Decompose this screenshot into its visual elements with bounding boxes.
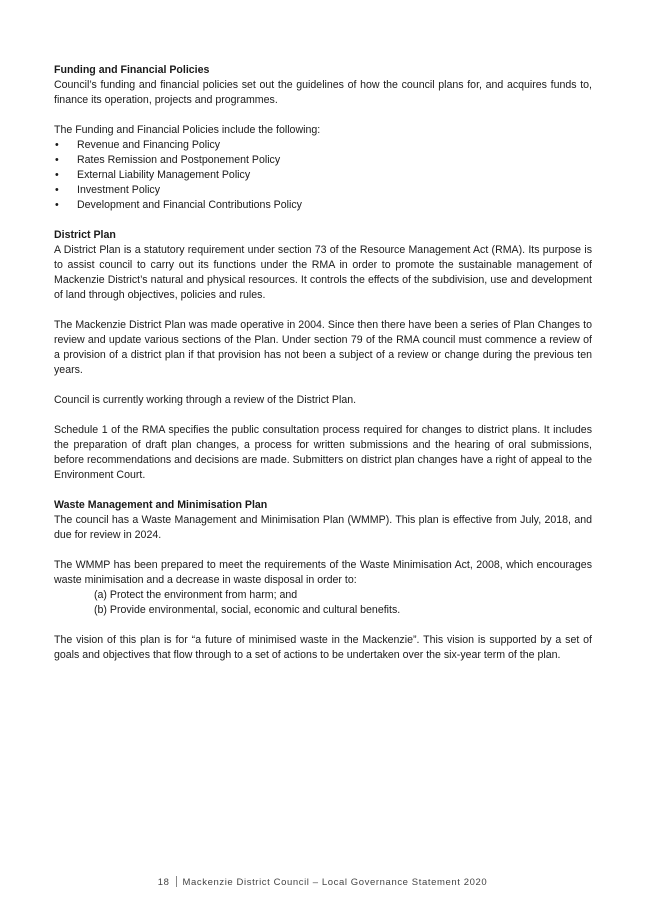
list-item (54, 198, 592, 213)
waste-heading: Waste Management and Minimisation Plan (54, 499, 268, 511)
district-plan-heading: District Plan (54, 229, 116, 241)
bullet-icon: • (55, 184, 59, 196)
funding-list-intro: The Funding and Financial Policies include the following: (54, 124, 321, 136)
list-item (54, 168, 592, 183)
page-footer (0, 876, 645, 888)
spacer (54, 408, 592, 423)
list-item-label: External Liability Management Policy (77, 169, 251, 181)
funding-intro: Council’s funding and financial policies set out the guidelines of how the council plans for, and acquires funds to, finance its operation, projects and programmes. (54, 79, 592, 106)
bullet-icon: • (55, 169, 59, 181)
bullet-icon: • (55, 139, 59, 151)
page-number: 18 (157, 877, 170, 888)
spacer (54, 543, 592, 558)
district-plan-paragraph-1: A District Plan is a statutory requirement under section 73 of the Resource Management Act (RMA). Its purpose is to assist council to carry out its functions under the RMA in order to promote the sustainable management of Mackenzie District’s natural and physical resources. It controls the effects of the subdivision, use and development of land through objectives, policies and rules. (54, 244, 592, 301)
spacer (54, 378, 592, 393)
waste-sub-item-a: (a) Protect the environment from harm; and (94, 589, 298, 601)
district-plan-paragraph-3: Council is currently working through a review of the District Plan. (54, 394, 357, 406)
bullet-icon: • (55, 154, 59, 166)
list-item-label: Development and Financial Contributions Policy (77, 199, 302, 211)
funding-heading: Funding and Financial Policies (54, 64, 210, 76)
spacer (54, 483, 592, 498)
footer-title: Mackenzie District Council – Local Governance Statement 2020 (182, 877, 488, 888)
district-plan-paragraph-2: The Mackenzie District Plan was made operative in 2004. Since then there have been a series of Plan Changes to review and update various sections of the Plan. Under section 79 of the RMA council must commence a review of a provision of a district plan if that provision has not been a subject of a review or change during the previous ten years. (54, 319, 592, 376)
spacer (54, 213, 592, 228)
document-body (54, 63, 592, 663)
spacer (54, 618, 592, 633)
district-plan-paragraph-4: Schedule 1 of the RMA specifies the public consultation process required for changes to district plans. It includes the preparation of draft plan changes, a process for written submissions and the hearing of oral submissions, before recommendations and decisions are made. Submitters on district plan changes have a right of appeal to the Environment Court. (54, 424, 592, 481)
waste-paragraph-2: The WMMP has been prepared to meet the requirements of the Waste Minimisation Act, 2008, which encourages waste minimisation and a decrease in waste disposal in order to: (54, 559, 592, 586)
waste-sub-item-b: (b) Provide environmental, social, economic and cultural benefits. (94, 604, 401, 616)
list-item (54, 138, 592, 153)
list-item-label: Rates Remission and Postponement Policy (77, 154, 281, 166)
waste-paragraph-1: The council has a Waste Management and Minimisation Plan (WMMP). This plan is effective from July, 2018, and due for review in 2024. (54, 514, 592, 541)
spacer (54, 303, 592, 318)
list-item-label: Revenue and Financing Policy (77, 139, 221, 151)
list-item (54, 183, 592, 198)
footer-divider (176, 876, 177, 887)
list-item-label: Investment Policy (77, 184, 161, 196)
bullet-icon: • (55, 199, 59, 211)
list-item (54, 153, 592, 168)
funding-policy-list (54, 138, 592, 213)
spacer (54, 108, 592, 123)
waste-paragraph-3: The vision of this plan is for “a future of minimised waste in the Mackenzie”. This vision is supported by a set of goals and objectives that flow through to a set of actions to be undertaken over the six-year term of the plan. (54, 634, 592, 661)
